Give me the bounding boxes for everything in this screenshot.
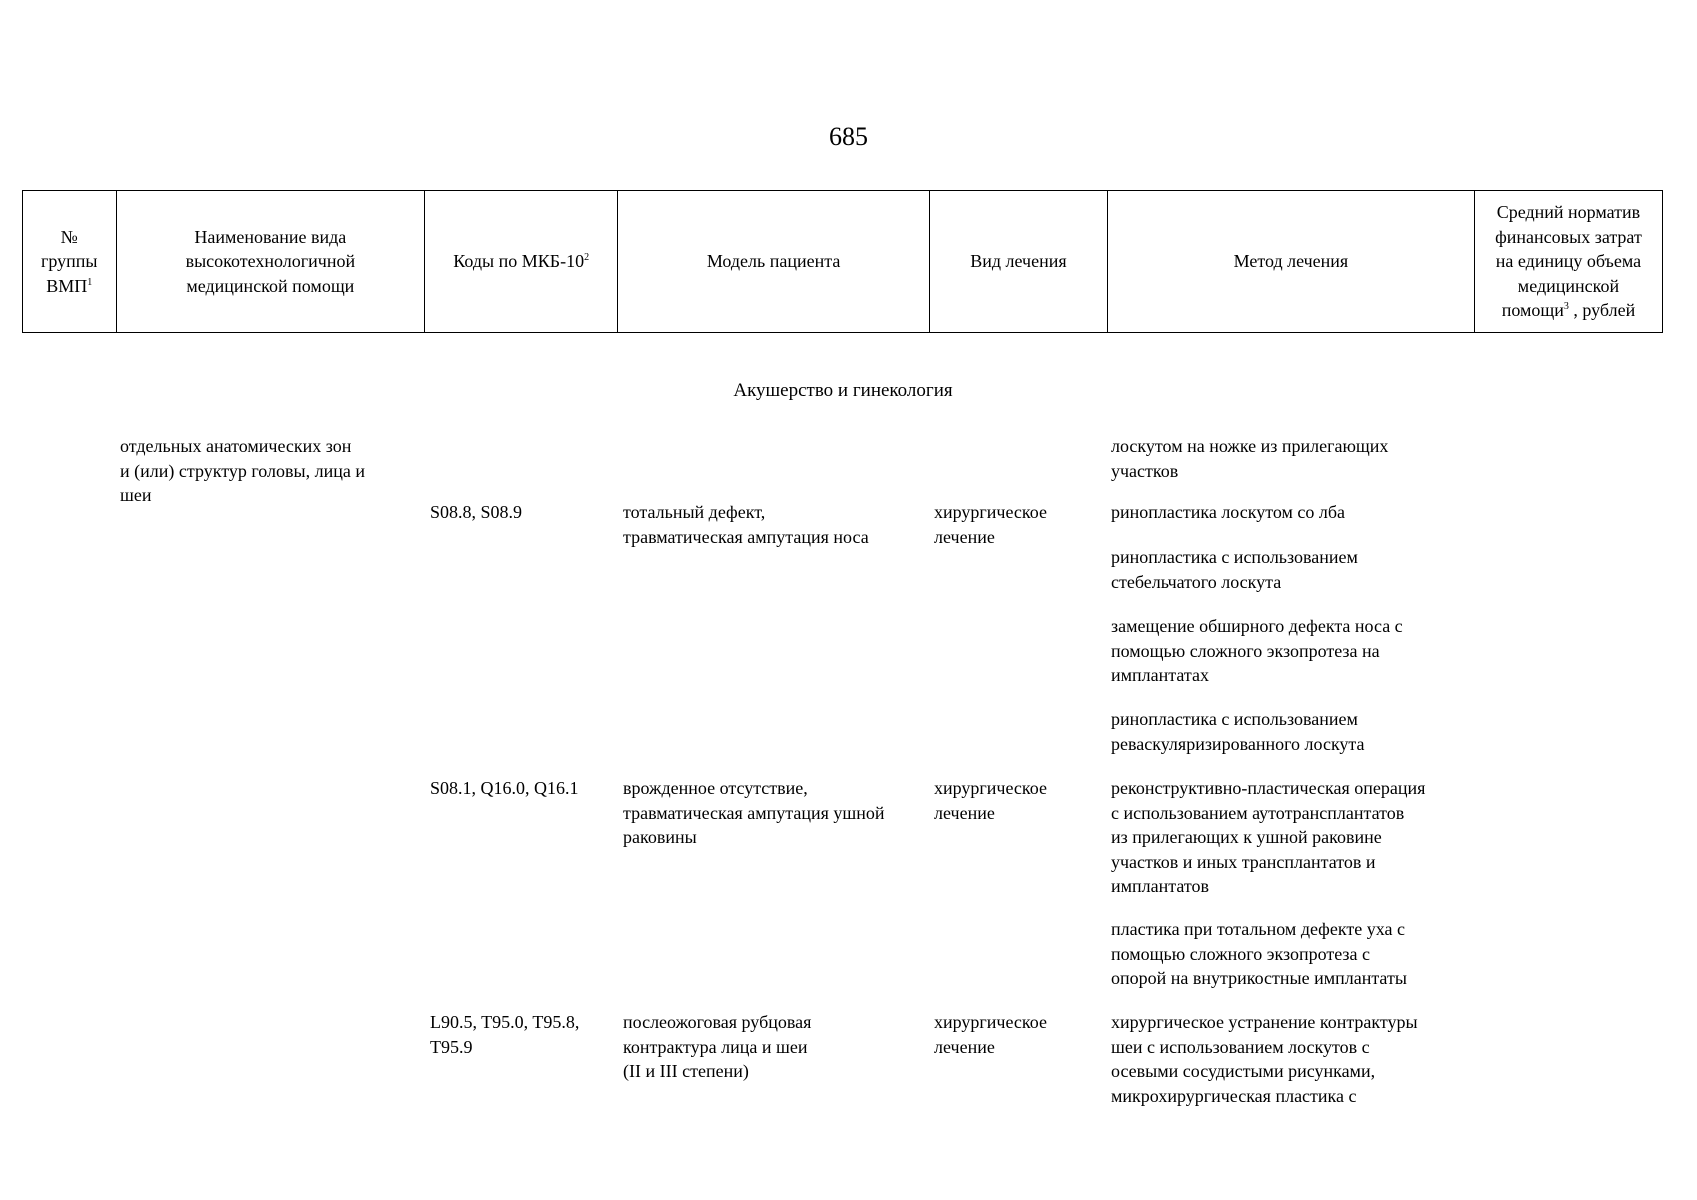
treatment-method-cell: хирургическое устранение контрактуры шеи с использованием лоскутов с осевыми сосудистыми рисунками, микрохирургическая пластика с: [1111, 1012, 1418, 1106]
section-title: Акушерство и гинекология: [733, 380, 953, 401]
header-patient-model: Модель пациента: [618, 191, 930, 333]
icd-codes-cell: S08.8, S08.9: [430, 502, 523, 522]
treatment-method-cell: пластика при тотальном дефекте уха с помощью сложного экзопротеза с опорой на внутрикостные имплантаты: [1111, 919, 1407, 988]
header-average-cost: Средний норматив финансовых затрат на единицу объема медицинской помощи$^3$ , рублей: [1474, 191, 1662, 333]
treatment-method-cell: ринопластика с использованием реваскуляризированного лоскута: [1111, 709, 1365, 754]
treatment-method-cell: ринопластика лоскутом со лба: [1111, 502, 1346, 522]
treatment-method-continued: лоскутом на ножке из прилегающих участков: [1111, 436, 1389, 481]
patient-model-cell: тотальный дефект, травматическая ампутация носа: [623, 502, 869, 547]
icd-codes-cell: S08.1, Q16.0, Q16.1: [430, 778, 579, 798]
treatment-method-cell: реконструктивно-пластическая операция с использованием аутотрансплантатов из прилегающих к ушной раковине участков и иных трансплантатов и имплантатов: [1111, 778, 1426, 896]
footnote-1: 1: [87, 276, 93, 288]
treatment-kind-cell: хирургическое лечение: [934, 1012, 1047, 1057]
treatment-kind-cell: хирургическое лечение: [934, 502, 1047, 547]
header-group-number: № группы ВМП$^1$: [23, 191, 117, 333]
treatment-method-cell: замещение обширного дефекта носа с помощью сложного экзопротеза на имплантатах: [1111, 616, 1403, 685]
header-care-type-name: Наименование вида высокотехнологичной медицинской помощи: [116, 191, 425, 333]
page-number: 685: [829, 122, 868, 151]
header-treatment-kind: Вид лечения: [929, 191, 1107, 333]
patient-model-cell: врожденное отсутствие, травматическая ампутация ушной раковины: [623, 778, 885, 847]
footnote-2: 2: [584, 252, 590, 264]
table-header: [22, 190, 1663, 333]
header-treatment-method: Метод лечения: [1107, 191, 1474, 333]
header-icd-codes: Коды по МКБ-$10^2$: [425, 191, 618, 333]
icd-codes-cell: L90.5, T95.0, T95.8, T95.9: [430, 1012, 580, 1057]
patient-model-cell: послеожоговая рубцовая контрактура лица и шеи (II и III степени): [623, 1012, 812, 1081]
care-type-name-continued: отдельных анатомических зон и (или) структур головы, лица и шеи: [120, 436, 365, 505]
treatment-method-cell: ринопластика с использованием стебельчатого лоскута: [1111, 547, 1358, 592]
footnote-3: 3: [1563, 301, 1569, 313]
treatment-kind-cell: хирургическое лечение: [934, 778, 1047, 823]
